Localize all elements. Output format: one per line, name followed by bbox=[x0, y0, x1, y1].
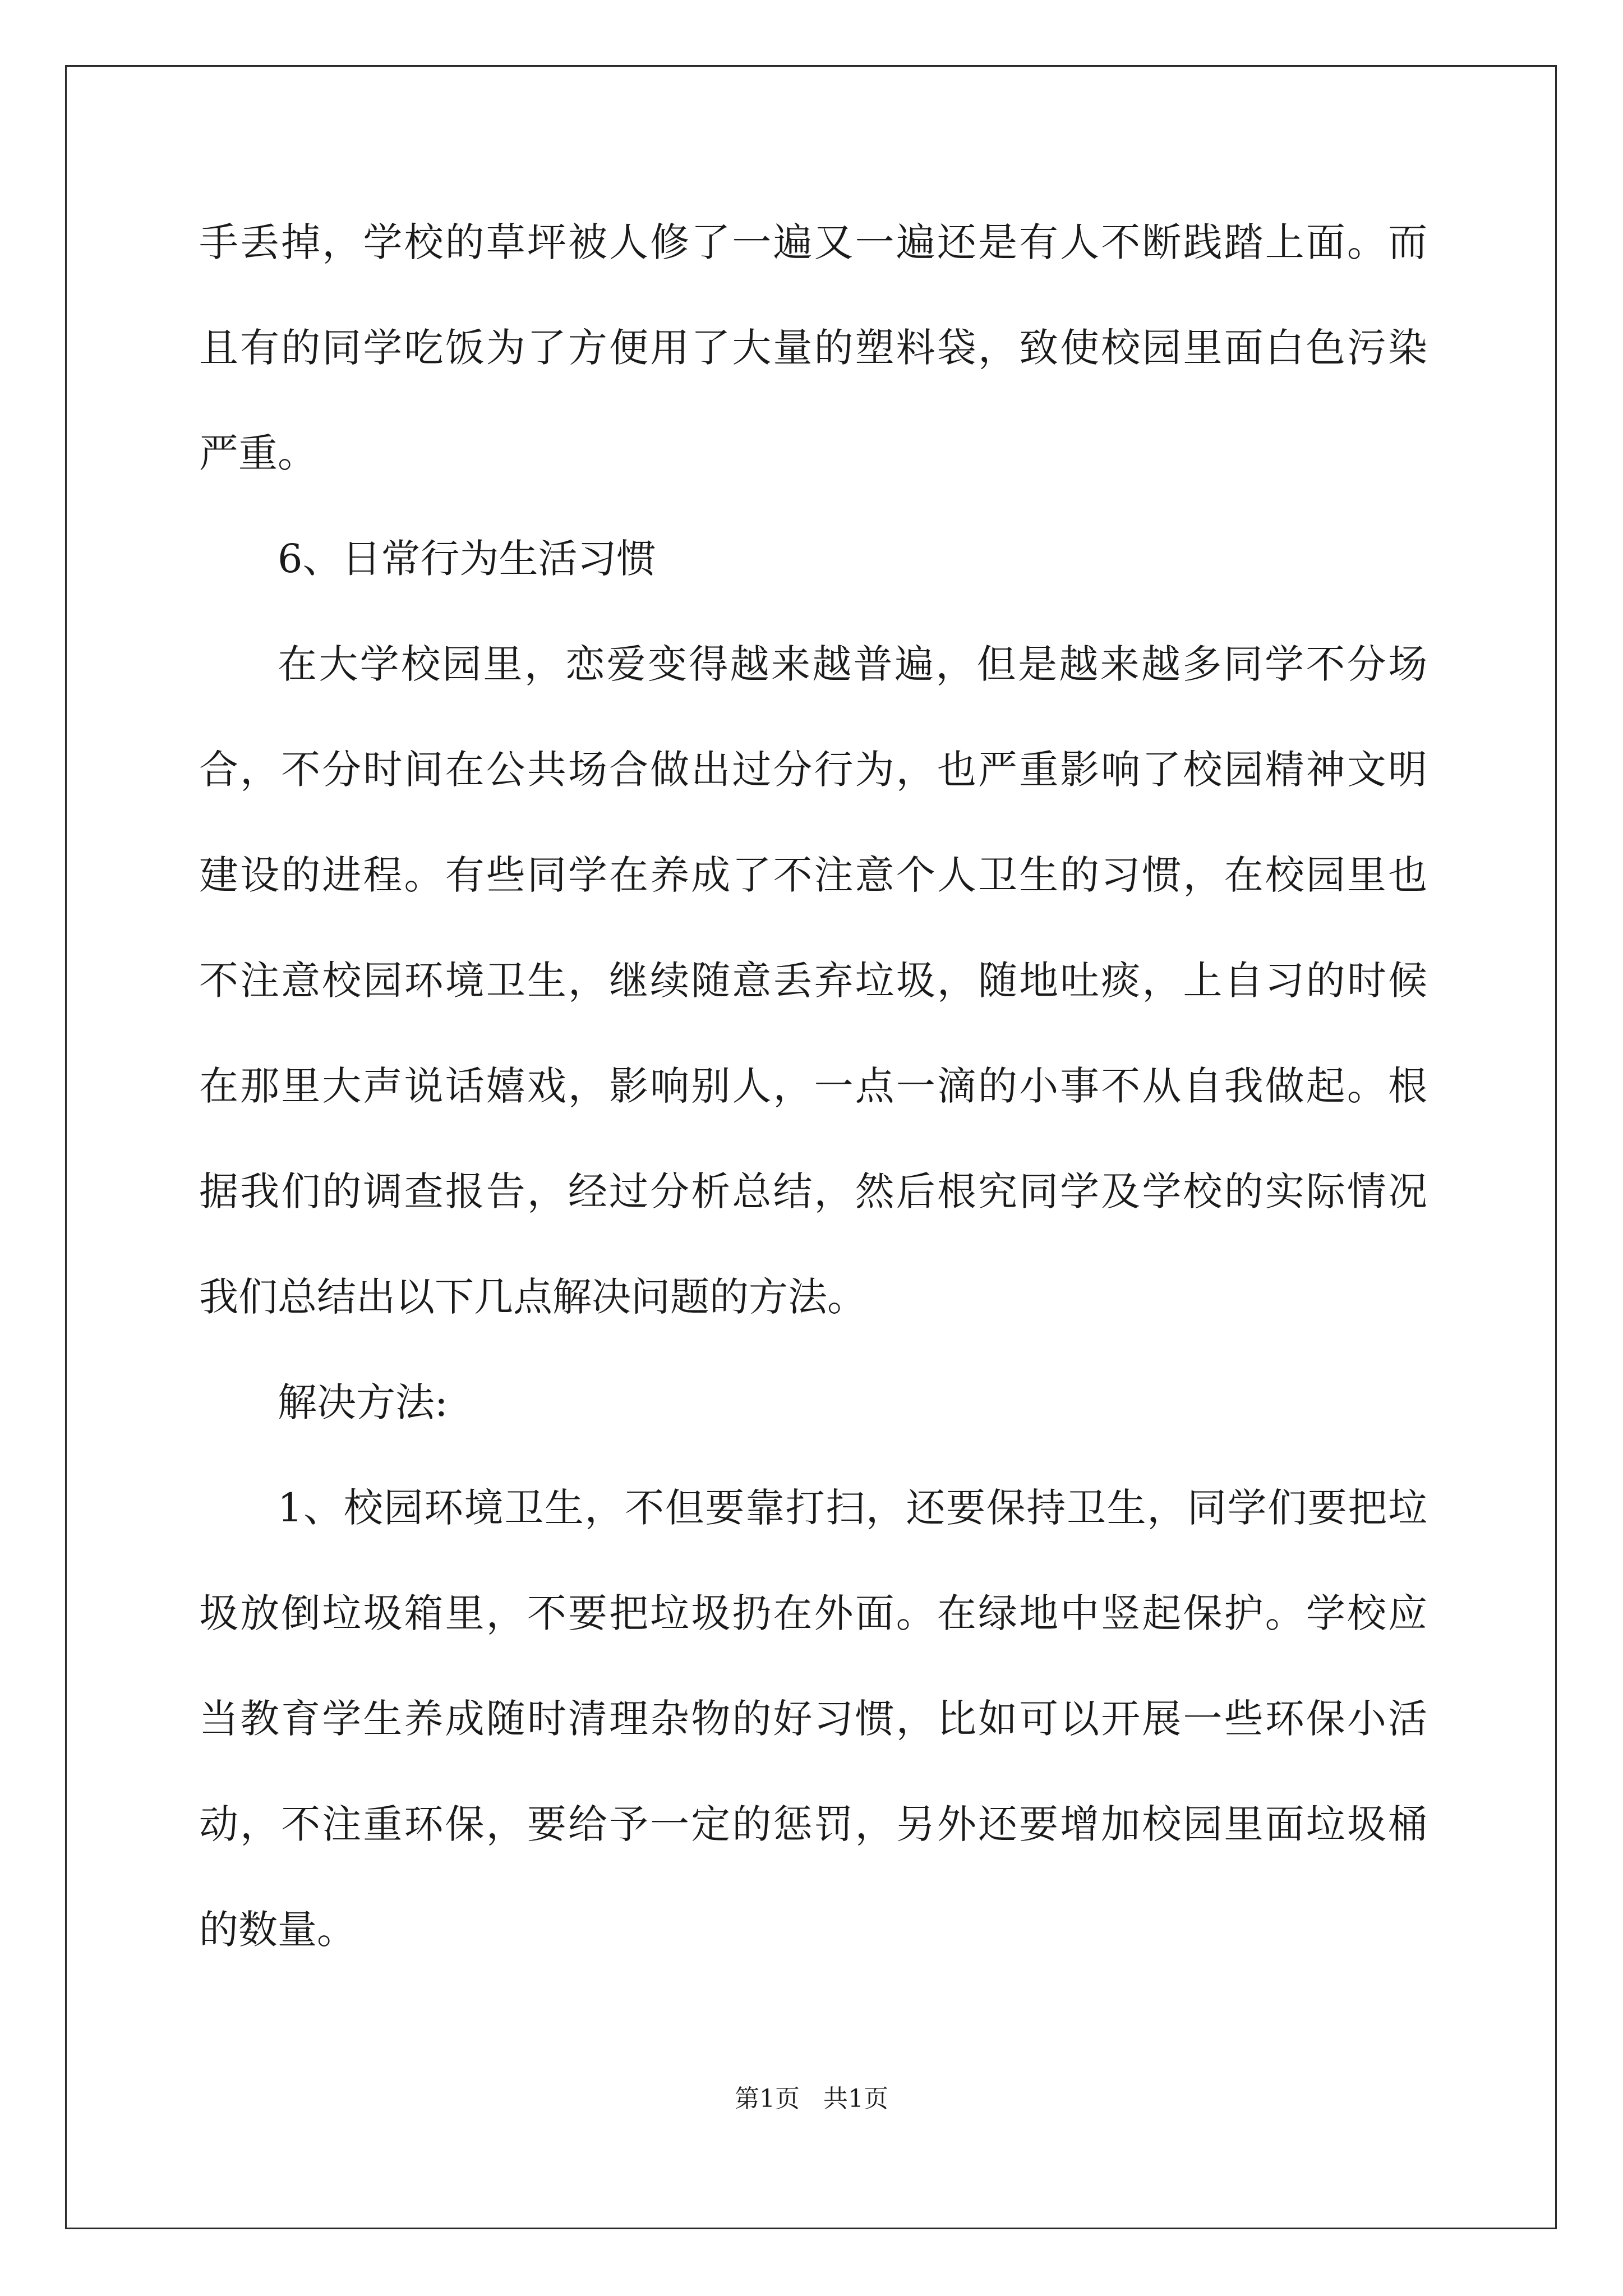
text-line: 据我们的调查报告，经过分析总结，然后根究同学及学校的实际情况 bbox=[199, 1168, 1427, 1214]
page-total: 共1页 bbox=[823, 2085, 888, 2113]
text-line: 建设的进程。有些同学在养成了不注意个人卫生的习惯，在校园里也 bbox=[199, 852, 1427, 898]
text-line: 在那里大声说话嬉戏，影响别人，一点一滴的小事不从自我做起。根 bbox=[199, 1063, 1427, 1109]
text-line: 圾放倒垃圾箱里，不要把垃圾扔在外面。在绿地中竖起保护。学校应 bbox=[199, 1590, 1427, 1636]
text-line: 合，不分时间在公共场合做出过分行为，也严重影响了校园精神文明 bbox=[199, 747, 1427, 793]
text-line: 且有的同学吃饭为了方便用了大量的塑料袋，致使校园里面白色污染 bbox=[199, 325, 1427, 371]
text-line: 动，不注重环保，要给予一定的惩罚，另外还要增加校园里面垃圾桶 bbox=[199, 1801, 1427, 1847]
document-body bbox=[199, 190, 1427, 1982]
text-line: 严重。 bbox=[199, 430, 317, 476]
text-line: 的数量。 bbox=[199, 1907, 356, 1953]
text-line: 不注意校园环境卫生，继续随意丢弃垃圾，随地吐痰，上自习的时候 bbox=[199, 958, 1427, 1004]
text-line: 我们总结出以下几点解决问题的方法。 bbox=[199, 1274, 866, 1320]
text-line: 6、日常行为生活习惯 bbox=[278, 536, 656, 582]
text-line: 1、校园环境卫生，不但要靠打扫，还要保持卫生，同学们要把垃 bbox=[278, 1485, 1427, 1531]
text-line: 解决方法: bbox=[278, 1379, 448, 1425]
text-line: 手丢掉，学校的草坪被人修了一遍又一遍还是有人不断践踏上面。而 bbox=[199, 219, 1427, 265]
page-number: 第1页 bbox=[735, 2085, 800, 2113]
text-line: 在大学校园里，恋爱变得越来越普遍，但是越来越多同学不分场 bbox=[278, 641, 1427, 687]
text-line: 当教育学生养成随时清理杂物的好习惯，比如可以开展一些环保小活 bbox=[199, 1696, 1427, 1742]
page-footer bbox=[0, 2078, 1623, 2114]
